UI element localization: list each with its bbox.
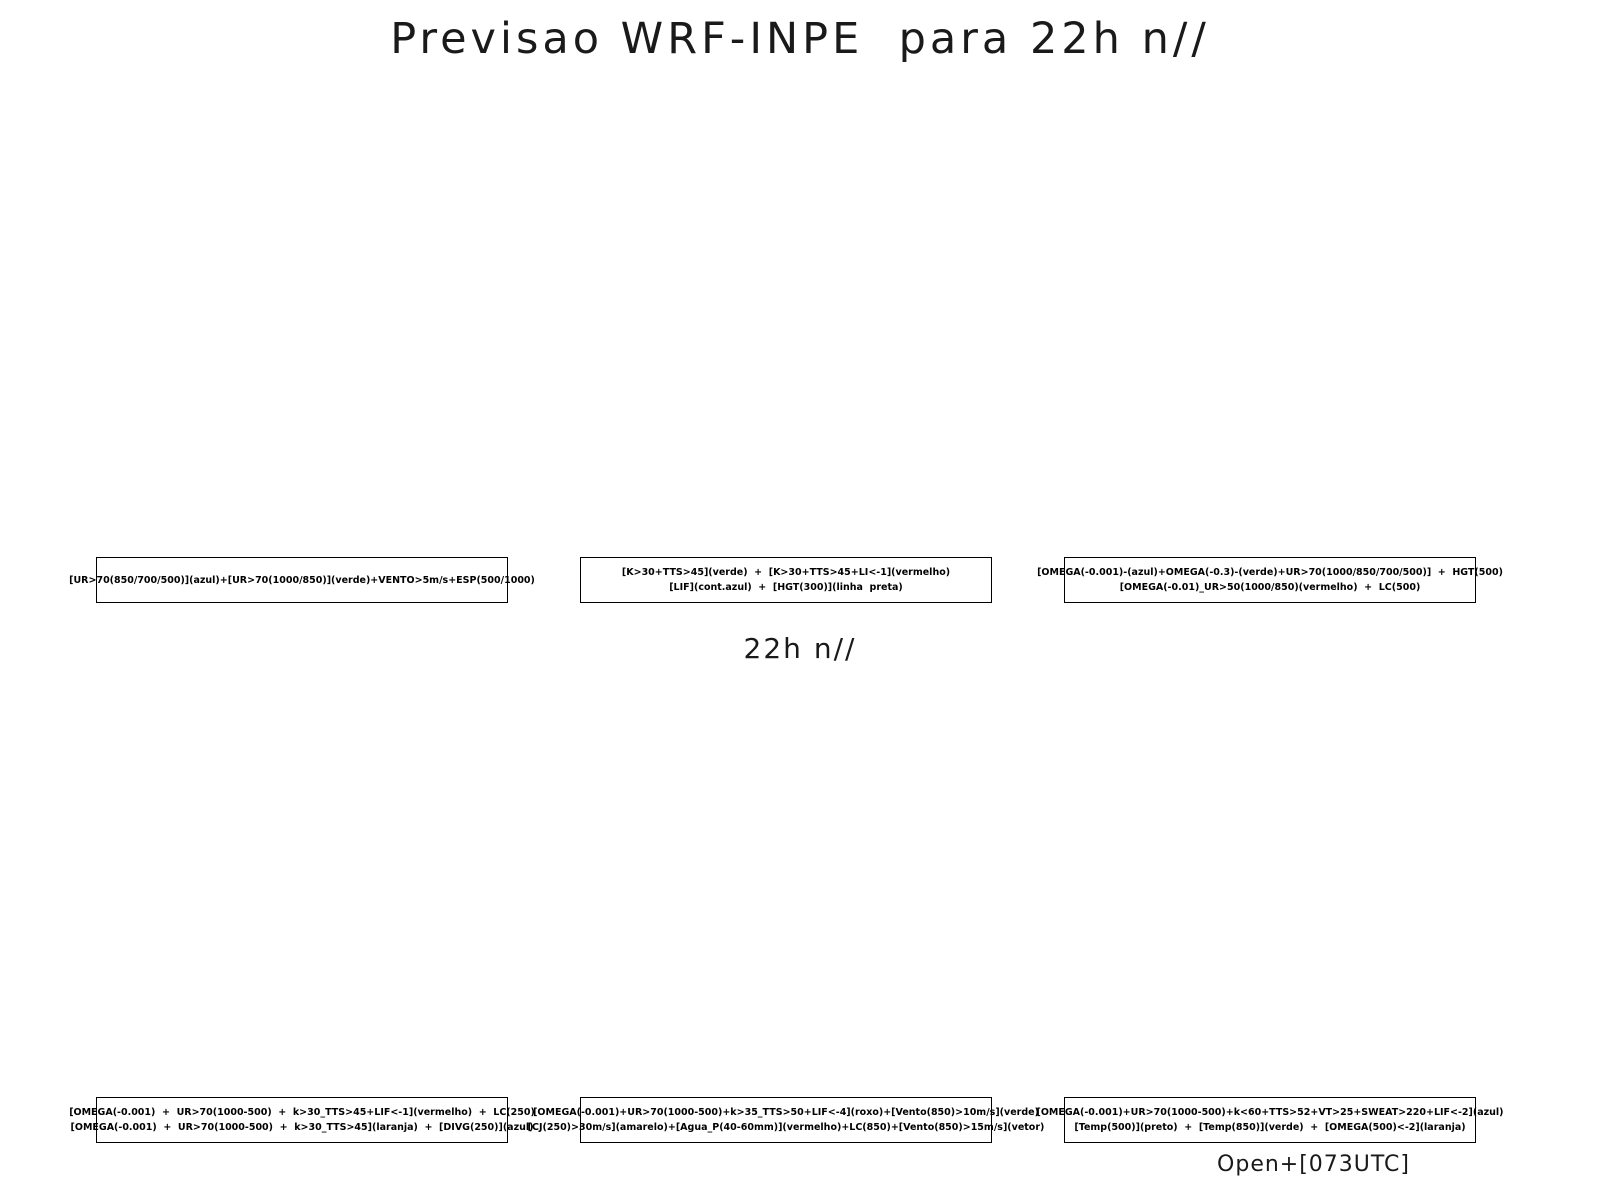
legend-line: [Temp(500)](preto) + [Temp(850)](verde) + [OMEGA(500)<-2](laranja) xyxy=(1074,1122,1466,1133)
center-time-label: 22h n// xyxy=(743,632,857,665)
legend-line: [OMEGA(-0.001) + UR>70(1000-500) + k>30_TTS>45](laranja) + [DIVG(250)](azul) xyxy=(70,1122,534,1133)
legend-line: [OMEGA(-0.001)+UR>70(1000-500)+k<60+TTS>52+VT>25+SWEAT>220+LIF<-2](azul) xyxy=(1036,1107,1504,1118)
legend-line: [OMEGA(-0.001) + UR>70(1000-500) + k>30_TTS>45+LIF<-1](vermelho) + LC(250) xyxy=(69,1107,535,1118)
page-title: Previsao WRF-INPE para 22h n// xyxy=(390,14,1210,64)
legend-line: [UR>70(850/700/500)](azul)+[UR>70(1000/850)](verde)+VENTO>5m/s+ESP(500/1000) xyxy=(69,574,535,586)
legend-line: [OMEGA(-0.001)-(azul)+OMEGA(-0.3)-(verde)+UR>70(1000/850/700/500)] + HGT(500) xyxy=(1037,567,1503,578)
legend-box-bottom-right xyxy=(1036,1097,1504,1143)
legend-box-top-right xyxy=(1037,557,1503,603)
forecast-panel-top-left xyxy=(96,90,508,550)
utc-stamp: Open+[073UTC] xyxy=(1217,1152,1410,1177)
legend-box-top-left xyxy=(69,557,535,603)
forecast-panel-bottom-right xyxy=(1064,680,1476,1090)
legend-line: [CJ(250)>30m/s](amarelo)+[Agua_P(40-60mm)](vermelho)+LC(850)+[Vento(850)>15m/s](vetor) xyxy=(527,1122,1045,1133)
forecast-panel-bottom-center xyxy=(580,680,992,1090)
legend-line: [K>30+TTS>45](verde) + [K>30+TTS>45+LI<-1](vermelho) xyxy=(621,567,951,578)
legend-box-bottom-left xyxy=(69,1097,535,1143)
legend-line: [OMEGA(-0.01)_UR>50(1000/850)(vermelho) + LC(500) xyxy=(1119,582,1421,593)
legend-box-top-center xyxy=(580,557,992,603)
legend-box-bottom-center xyxy=(527,1097,1045,1143)
forecast-panel-top-center xyxy=(580,90,992,550)
legend-line: [LIF](cont.azul) + [HGT(300)](linha preta) xyxy=(669,582,903,593)
legend-line: [OMEGA(-0.001)+UR>70(1000-500)+k>35_TTS>50+LIF<-4](roxo)+[Vento(850)>10m/s](verde) xyxy=(533,1107,1039,1118)
forecast-panel-bottom-left xyxy=(96,680,508,1090)
forecast-panel-top-right xyxy=(1064,90,1476,550)
